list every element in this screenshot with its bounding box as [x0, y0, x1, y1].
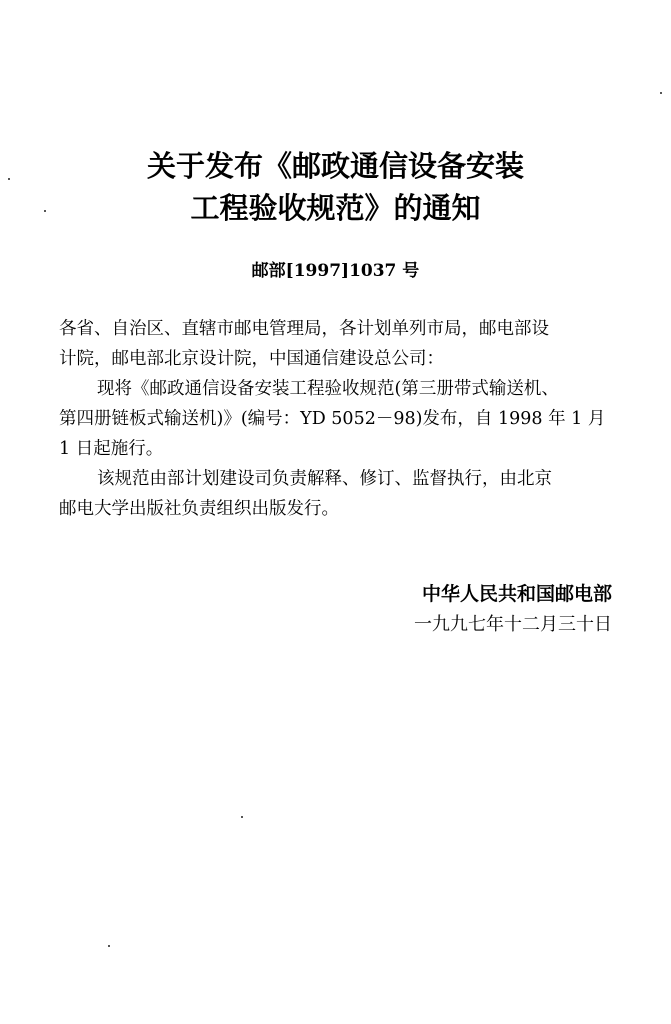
scan-speck [44, 210, 46, 212]
scan-speck [660, 92, 662, 94]
scan-speck [241, 816, 243, 818]
salutation-line-1: 各省、自治区、直辖市邮电管理局，各计划单列市局，邮电部设 [59, 319, 549, 339]
announcement-paragraph [59, 374, 619, 464]
scan-speck [8, 178, 10, 180]
signature-date: 一九九七年十二月三十日 [414, 614, 612, 635]
salutation-paragraph [59, 314, 619, 374]
responsibility-paragraph [59, 464, 619, 524]
notice-title-line-2: 工程验收规范》的通知 [190, 191, 481, 225]
signature-organization: 中华人民共和国邮电部 [421, 583, 612, 605]
salutation-line-2: 计院，邮电部北京设计院，中国通信建设总公司： [59, 349, 444, 369]
announcement-line-1: 现将《邮政通信设备安装工程验收规范(第三册带式输送机、 [97, 379, 559, 399]
responsibility-line-1: 该规范由部计划建设司负责解释、修订、监督执行，由北京 [97, 469, 552, 489]
document-number: 邮部[1997]1037 号 [251, 261, 420, 281]
scan-speck [108, 945, 110, 947]
announcement-line-2: 第四册链板式输送机)》(编号：YD 5052－98)发布，自 1998 年 1 月 [59, 409, 606, 429]
notice-title-line-1: 关于发布《邮政通信设备安装 [146, 149, 524, 183]
responsibility-line-2: 邮电大学出版社负责组织出版发行。 [59, 499, 339, 519]
announcement-line-3: 1 日起施行。 [59, 439, 164, 459]
